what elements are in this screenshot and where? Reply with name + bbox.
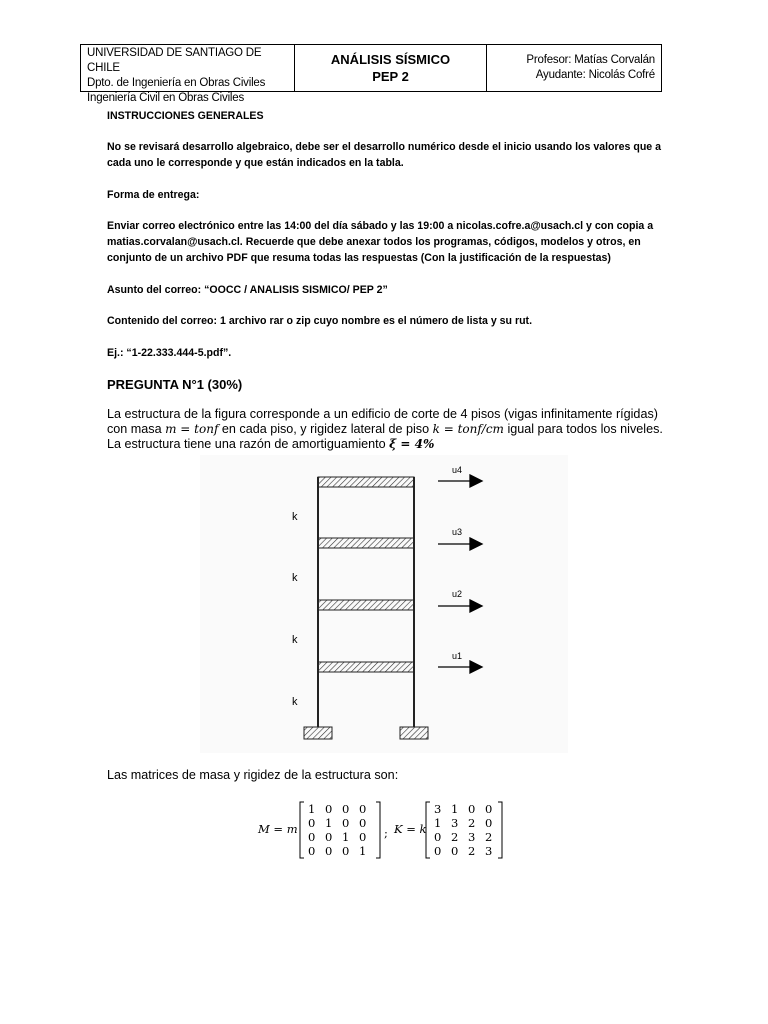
matrices-intro: Las matrices de masa y rigidez de la estructura son: bbox=[107, 768, 399, 782]
mass-matrix-entry: 0 bbox=[359, 802, 367, 816]
mass-matrix-entry: 0 bbox=[308, 816, 316, 830]
stiffness-label-2: k bbox=[292, 634, 298, 646]
stiffness-expression: k = tonf/cm bbox=[432, 422, 504, 436]
arrow-u4-head bbox=[470, 475, 482, 487]
program-name: Ingeniería Civil en Obras Civiles bbox=[87, 92, 245, 104]
K-label: K = k bbox=[394, 822, 427, 836]
mass-matrix-entry: 0 bbox=[325, 844, 333, 858]
mass-matrix-entry: 0 bbox=[342, 802, 350, 816]
stiffness-matrix-entry: 1 bbox=[434, 816, 442, 830]
delivery-paragraph: Enviar correo electrónico entre las 14:00 del día sábado y las 19:00 a nicolas.cofre.a@usach.cl y con copia a matias.corvalan@usach.cl. Recuerde que debe anexar todos los programas, códigos, modelos y otros, en conjunto de un archivo PDF que resuma todas las respuestas (Con la justificación de la respuestas) bbox=[107, 220, 654, 264]
department-name: Dpto. de Ingeniería en Obras Civiles bbox=[87, 77, 266, 89]
mass-matrix-entry: 0 bbox=[308, 830, 316, 844]
dof-label-u3: u3 bbox=[452, 527, 463, 537]
header-table bbox=[80, 44, 662, 104]
question-line-2: con masa m = tonf en cada piso, y rigidez lateral de piso k = tonf/cm igual para todos los niveles. bbox=[107, 422, 663, 436]
arrow-u1-head bbox=[470, 661, 482, 673]
slab-3 bbox=[318, 538, 414, 548]
stiffness-matrix-entry: 0 bbox=[451, 844, 459, 858]
email-content: Contenido del correo: 1 archivo rar o zip cuyo nombre es el número de lista y su rut. bbox=[107, 315, 533, 327]
mass-matrix-entry: 1 bbox=[308, 802, 316, 816]
stiffness-matrix-entry: 1 bbox=[451, 802, 459, 816]
stiffness-matrix-entry: 2 bbox=[468, 816, 476, 830]
course-title: ANÁLISIS SÍSMICO bbox=[330, 52, 451, 67]
shear-building-figure bbox=[200, 455, 568, 753]
matrix-separator: ; bbox=[384, 826, 388, 840]
dof-label-u4: u4 bbox=[452, 465, 463, 475]
stiffness-matrix-entry: 3 bbox=[485, 844, 493, 858]
question-title: PREGUNTA N°1 (30%) bbox=[107, 377, 243, 392]
mass-matrix-entry: 0 bbox=[342, 844, 350, 858]
K-right-bracket bbox=[498, 802, 502, 858]
stiffness-matrix-entry: 2 bbox=[468, 844, 476, 858]
stiffness-matrix-entry: 0 bbox=[485, 802, 493, 816]
slab-4 bbox=[318, 477, 414, 487]
dof-label-u2: u2 bbox=[452, 589, 463, 599]
building-drawing bbox=[200, 455, 568, 753]
email-subject: Asunto del correo: “OOCC / ANALISIS SISMICO/ PEP 2” bbox=[107, 284, 388, 296]
stiffness-matrix-entry: 0 bbox=[434, 830, 442, 844]
university-name: UNIVERSIDAD DE SANTIAGO DE CHILE bbox=[87, 47, 262, 74]
stiffness-label-1: k bbox=[292, 696, 298, 708]
question-text bbox=[107, 407, 667, 452]
staff-cell bbox=[487, 45, 661, 91]
institution-cell bbox=[81, 45, 295, 104]
stiffness-matrix-entry: 2 bbox=[485, 830, 493, 844]
stiffness-matrix-entry: 3 bbox=[468, 830, 476, 844]
slab-1 bbox=[318, 662, 414, 672]
stiffness-label-3: k bbox=[292, 572, 298, 584]
mass-matrix-entry: 0 bbox=[359, 816, 367, 830]
M-left-bracket bbox=[300, 802, 304, 858]
M-label: M = m bbox=[258, 822, 298, 836]
stiffness-label-4: k bbox=[292, 511, 298, 523]
instructions-paragraph: No se revisará desarrollo algebraico, debe ser el desarrollo numérico desde el inicio usando los valores que a cada uno le corresponde y que están indicados en la tabla. bbox=[107, 141, 662, 169]
M-right-bracket bbox=[376, 802, 380, 858]
assistant-name: Ayudante: Nicolás Cofré bbox=[535, 69, 655, 81]
mass-matrix-entry: 0 bbox=[359, 830, 367, 844]
professor-name: Profesor: Matías Corvalán bbox=[526, 54, 655, 66]
dof-label-u1: u1 bbox=[452, 651, 463, 661]
damping-expression: ξ = 4% bbox=[389, 437, 435, 451]
course-cell bbox=[295, 45, 487, 91]
stiffness-matrix-entry: 3 bbox=[434, 802, 442, 816]
stiffness-matrix-entry: 2 bbox=[451, 830, 459, 844]
matrices-equation bbox=[258, 800, 518, 860]
mass-matrix-entry: 1 bbox=[359, 844, 367, 858]
mass-matrix-entry: 1 bbox=[342, 830, 350, 844]
question-line-1: La estructura de la figura corresponde a un edificio de corte de 4 pisos (vigas infinitamente rígidas) bbox=[107, 407, 658, 421]
mass-matrix-entry: 0 bbox=[325, 830, 333, 844]
mass-expression: m = tonf bbox=[165, 422, 219, 436]
arrow-u2-head bbox=[470, 600, 482, 612]
mass-matrix-entry: 0 bbox=[325, 802, 333, 816]
mass-matrix-entry: 0 bbox=[342, 816, 350, 830]
stiffness-matrix-entry: 3 bbox=[451, 816, 459, 830]
delivery-heading: Forma de entrega: bbox=[107, 189, 200, 201]
mass-matrix-entry: 1 bbox=[325, 816, 333, 830]
stiffness-matrix-entry: 0 bbox=[468, 802, 476, 816]
right-support bbox=[400, 727, 428, 739]
arrow-u3-head bbox=[470, 538, 482, 550]
stiffness-matrix-entry: 0 bbox=[485, 816, 493, 830]
slab-2 bbox=[318, 600, 414, 610]
instructions-heading: INSTRUCCIONES GENERALES bbox=[107, 110, 264, 122]
filename-example: Ej.: “1-22.333.444-5.pdf”. bbox=[107, 347, 232, 359]
mass-matrix-entry: 0 bbox=[308, 844, 316, 858]
exam-title: PEP 2 bbox=[372, 69, 409, 84]
question-line-3: La estructura tiene una razón de amortiguamiento ξ = 4% bbox=[107, 437, 435, 451]
left-support bbox=[304, 727, 332, 739]
stiffness-matrix-entry: 0 bbox=[434, 844, 442, 858]
